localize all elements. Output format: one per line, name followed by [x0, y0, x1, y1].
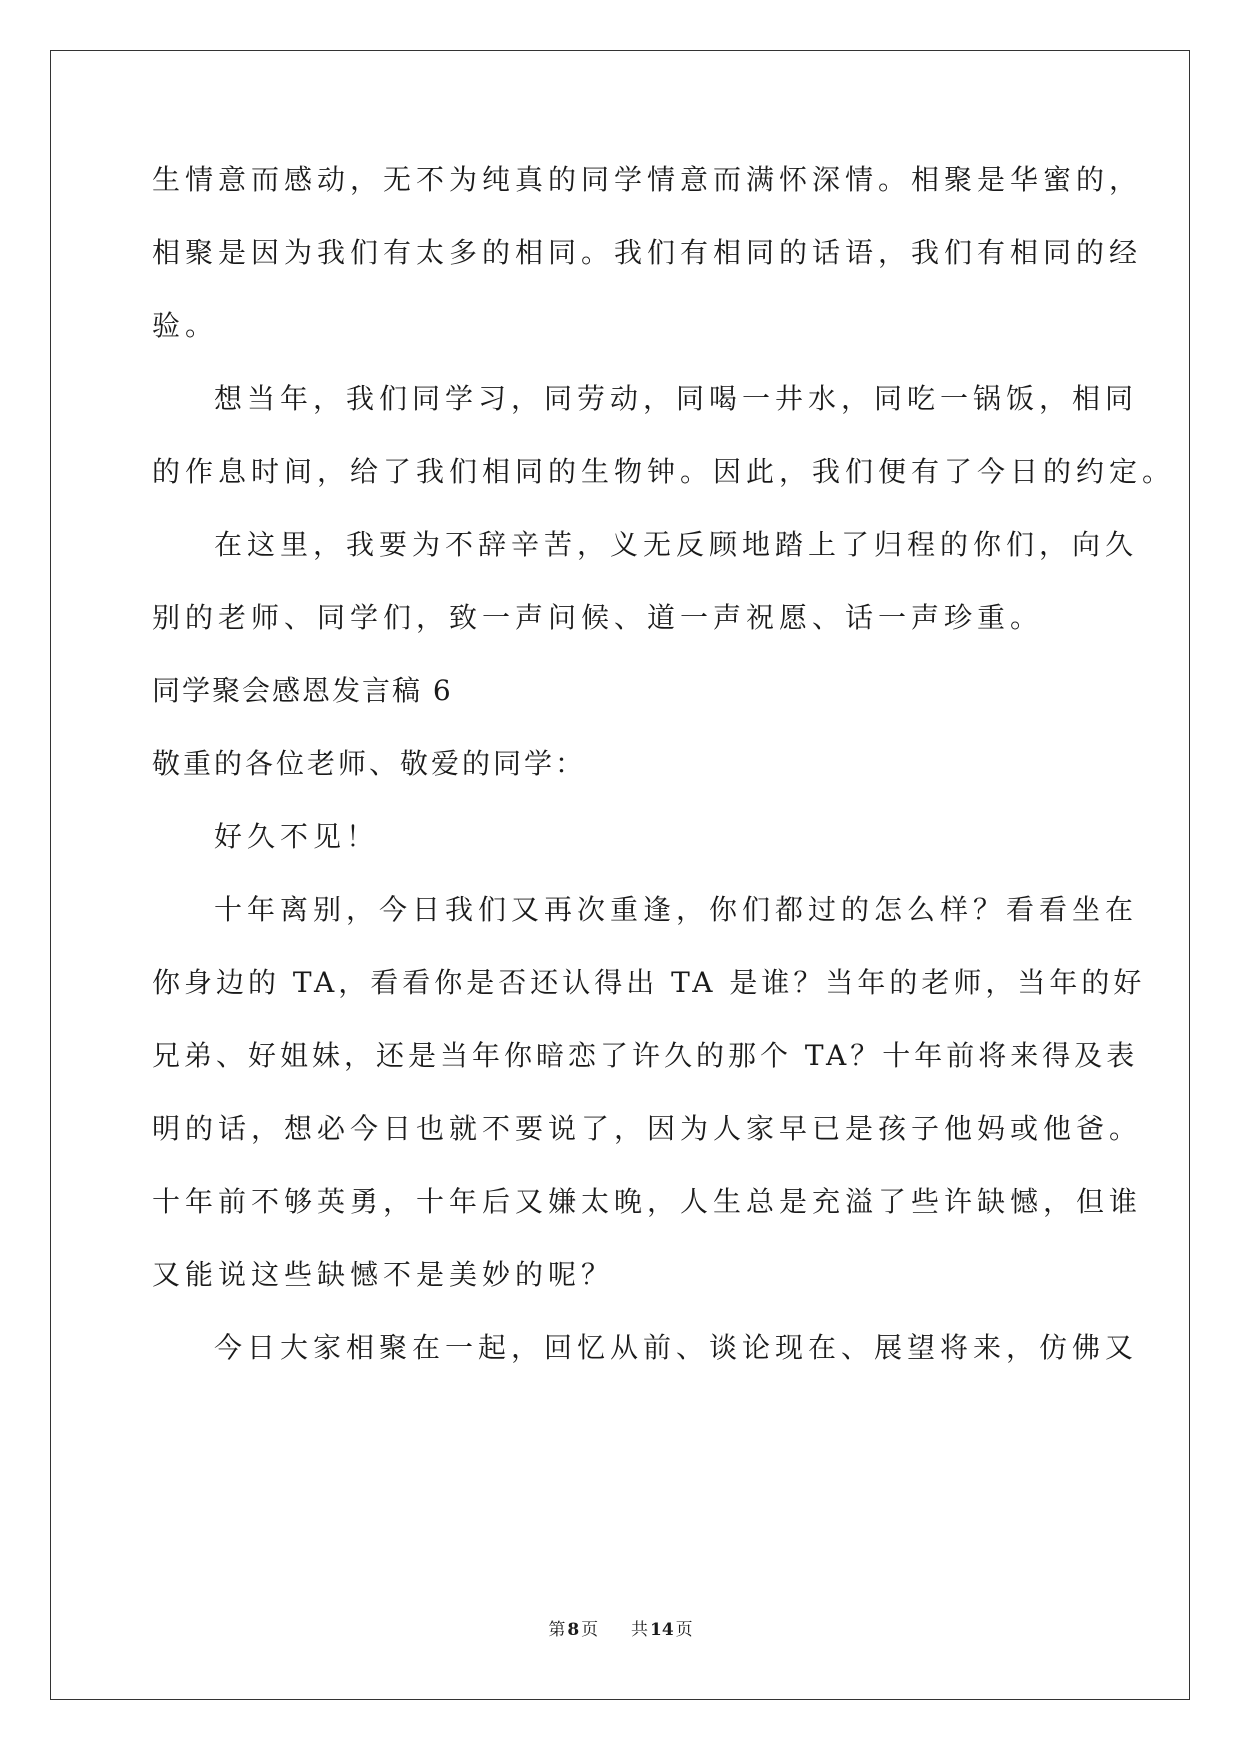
- page-prefix: 第: [548, 1620, 566, 1640]
- paragraph-start: 好久不见！: [214, 820, 380, 853]
- page-current: 8: [567, 1620, 580, 1640]
- salutation: 敬重的各位老师、敬爱的同学：: [152, 747, 587, 780]
- paragraph-start: 今日大家相聚在一起，回忆从前、谈论现在、展望将来，仿佛又: [214, 1331, 1139, 1364]
- page-suffix: 页: [581, 1620, 599, 1640]
- page-total: 14: [649, 1620, 674, 1640]
- total-prefix: 共: [630, 1620, 648, 1640]
- text-line: 相聚是因为我们有太多的相同。我们有相同的话语，我们有相同的经: [152, 236, 1143, 269]
- paragraph-start: 十年离别，今日我们又再次重逢，你们都过的怎么样？看看坐在: [214, 893, 1139, 926]
- page-frame: [50, 50, 1190, 1700]
- paragraph-start: 在这里，我要为不辞辛苦，义无反顾地踏上了归程的你们，向久: [214, 528, 1139, 561]
- text-line: 别的老师、同学们，致一声问候、道一声祝愿、话一声珍重。: [152, 601, 1044, 634]
- text-line: 明的话，想必今日也就不要说了，因为人家早已是孩子他妈或他爸。: [152, 1112, 1143, 1145]
- paragraph-start: 想当年，我们同学习，同劳动，同喝一井水，同吃一锅饭，相同: [214, 382, 1139, 415]
- text-line: 又能说这些缺憾不是美妙的呢？: [152, 1258, 615, 1291]
- text-line: 生情意而感动，无不为纯真的同学情意而满怀深情。相聚是华蜜的，: [152, 163, 1143, 196]
- text-line: 十年前不够英勇，十年后又嫌太晚，人生总是充溢了些许缺憾，但谁: [152, 1185, 1143, 1218]
- total-suffix: 页: [675, 1620, 693, 1640]
- section-heading: 同学聚会感恩发言稿 6: [152, 674, 453, 707]
- page-footer: [0, 1618, 1241, 1642]
- text-line: 兄弟、好姐妹，还是当年你暗恋了许久的那个 TA？十年前将来得及表: [152, 1039, 1139, 1072]
- text-line: 的作息时间，给了我们相同的生物钟。因此，我们便有了今日的约定。: [152, 455, 1176, 488]
- text-line: 验。: [152, 309, 219, 342]
- text-line: 你身边的 TA，看看你是否还认得出 TA 是谁？当年的老师，当年的好: [152, 966, 1146, 999]
